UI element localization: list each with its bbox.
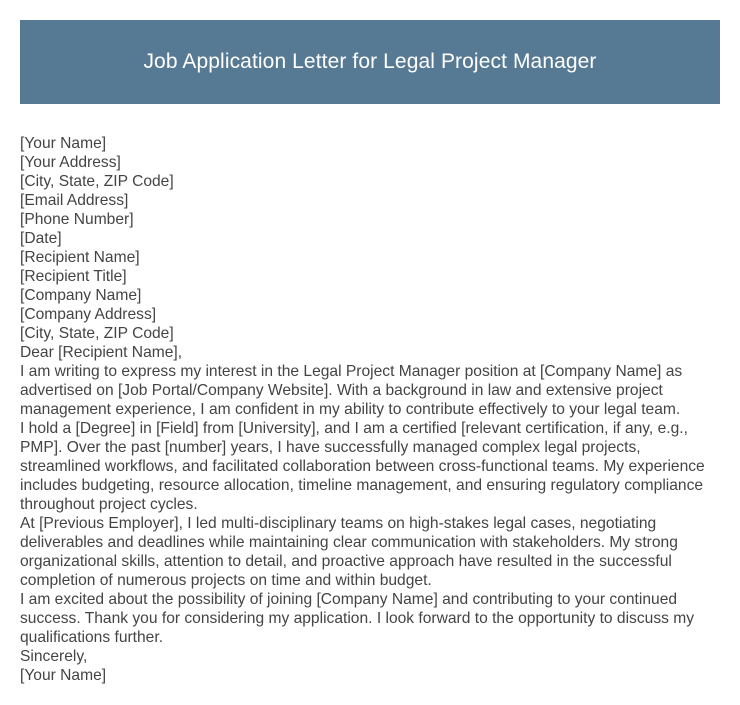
letter-date: [Date] xyxy=(20,230,62,247)
salutation: Dear [Recipient Name], xyxy=(20,344,183,361)
sender-city-state-zip: [City, State, ZIP Code] xyxy=(20,173,174,190)
recipient-city-state-zip: [City, State, ZIP Code] xyxy=(20,325,174,342)
recipient-title: [Recipient Title] xyxy=(20,268,127,285)
closing: Sincerely, xyxy=(20,648,88,665)
sender-phone: [Phone Number] xyxy=(20,211,134,228)
sender-address: [Your Address] xyxy=(20,154,121,171)
paragraph-closing: I am excited about the possibility of joining [Company Name] and contributing to your continued success. Thank you for considering my application. I look forward to the opportunity to discuss my qualifications further. xyxy=(20,591,695,646)
letter-body xyxy=(20,134,725,685)
recipient-name: [Recipient Name] xyxy=(20,249,140,266)
paragraph-experience: At [Previous Employer], I led multi-disciplinary teams on high-stakes legal cases, negotiating deliverables and deadlines while maintaining clear communication with stakeholders. My strong organizational skills, attention to detail, and proactive approach have resulted in the successful completion of numerous projects on time and within budget. xyxy=(20,515,678,589)
page-title: Job Application Letter for Legal Project Manager xyxy=(143,50,597,73)
recipient-company-address: [Company Address] xyxy=(20,306,157,323)
sender-name: [Your Name] xyxy=(20,135,107,152)
title-banner xyxy=(20,20,720,104)
sender-email: [Email Address] xyxy=(20,192,129,209)
signature: [Your Name] xyxy=(20,667,107,684)
paragraph-intro: I am writing to express my interest in the Legal Project Manager position at [Company Name] as advertised on [Job Portal/Company Website]. With a background in law and extensive project management experience, I am confident in my ability to contribute effectively to your legal team. xyxy=(20,363,683,418)
recipient-company: [Company Name] xyxy=(20,287,142,304)
paragraph-qualifications: I hold a [Degree] in [Field] from [University], and I am a certified [relevant certification, if any, e.g., PMP]. Over the past [number] years, I have successfully managed complex legal projects, streamlined workflows, and facilitated collaboration between cross-functional teams. My experience includes budgeting, resource allocation, timeline management, and ensuring regulatory compliance throughout project cycles. xyxy=(20,420,705,513)
